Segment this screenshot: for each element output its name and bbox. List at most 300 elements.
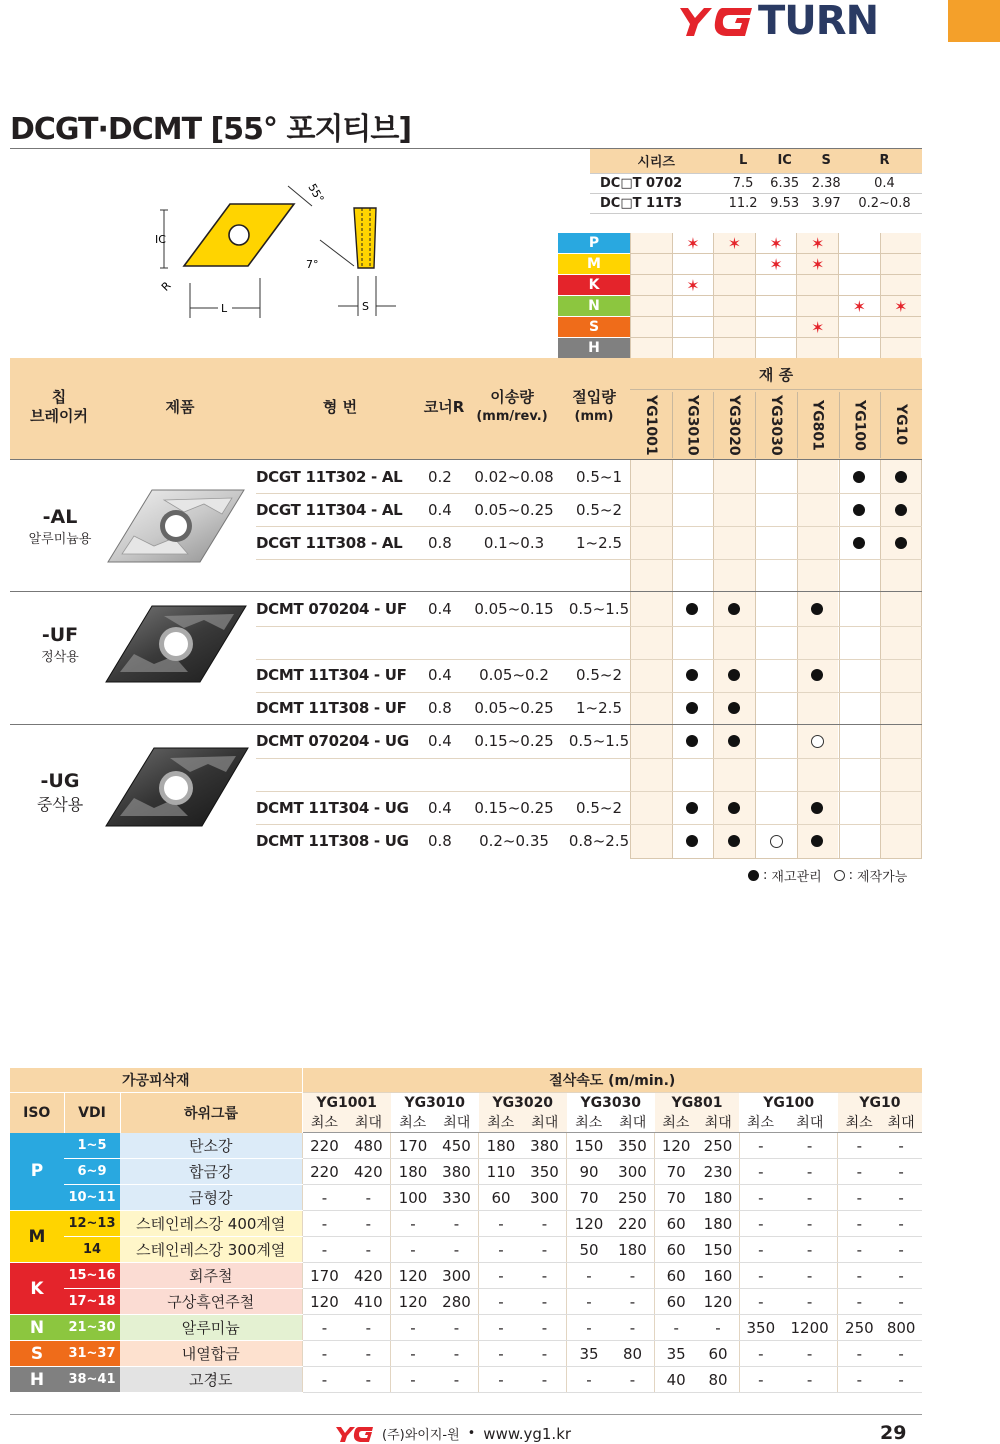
speed-value: - bbox=[782, 1159, 838, 1185]
speed-value: 350 bbox=[523, 1159, 567, 1185]
product-feed: 0.05~0.25 bbox=[474, 699, 554, 718]
speed-value: - bbox=[479, 1341, 523, 1367]
speed-vdi: 6~9 bbox=[64, 1159, 120, 1185]
material-cell bbox=[880, 317, 922, 338]
speed-value: - bbox=[739, 1263, 781, 1289]
speed-value: 120 bbox=[302, 1289, 346, 1315]
product-code: DCMT 11T304 - UF bbox=[256, 666, 407, 685]
material-cell bbox=[838, 338, 880, 359]
stock-dot-icon bbox=[728, 669, 740, 681]
speed-subgroup: 스테인레스강 400계열 bbox=[120, 1211, 302, 1237]
speed-value: 1200 bbox=[782, 1315, 838, 1341]
material-cell bbox=[713, 296, 755, 317]
speed-value: - bbox=[880, 1237, 922, 1263]
header-grade-title: 재 종 bbox=[630, 362, 922, 390]
speed-value: - bbox=[479, 1211, 523, 1237]
material-cell bbox=[672, 275, 714, 296]
speed-value: - bbox=[435, 1315, 479, 1341]
speed-value: - bbox=[739, 1289, 781, 1315]
product-feed: 0.15~0.25 bbox=[474, 732, 554, 751]
product-depth: 0.5~1 bbox=[576, 467, 622, 486]
speed-value: - bbox=[782, 1237, 838, 1263]
speed-value: 480 bbox=[346, 1133, 390, 1159]
stock-dot-icon bbox=[811, 802, 823, 814]
spec-header: IC bbox=[764, 149, 806, 173]
spec-cell: 0.2~0.8 bbox=[847, 193, 922, 213]
material-cell bbox=[880, 233, 922, 254]
speed-grade-header: YG3020 bbox=[479, 1092, 567, 1112]
product-feed: 0.15~0.25 bbox=[474, 798, 554, 817]
material-cell bbox=[713, 338, 755, 359]
speed-vdi: 12~13 bbox=[64, 1211, 120, 1237]
material-cell bbox=[796, 338, 838, 359]
speed-value: 380 bbox=[523, 1133, 567, 1159]
speed-value: - bbox=[739, 1185, 781, 1211]
speed-value: - bbox=[391, 1367, 435, 1393]
material-cell bbox=[672, 233, 714, 254]
product-code: DCGT 11T304 - AL bbox=[256, 500, 403, 519]
speed-value: 250 bbox=[697, 1133, 739, 1159]
spec-header: 시리즈 bbox=[590, 149, 722, 173]
material-cell bbox=[755, 275, 797, 296]
material-cell bbox=[838, 317, 880, 338]
material-cell bbox=[630, 338, 672, 359]
made-ring-icon bbox=[770, 835, 783, 848]
recommended-star-icon: ✶ bbox=[686, 233, 700, 253]
speed-value: 70 bbox=[655, 1185, 697, 1211]
page-number: 29 bbox=[880, 1422, 907, 1444]
material-cell bbox=[880, 275, 922, 296]
product-code: DCGT 11T302 - AL bbox=[256, 467, 403, 486]
speed-value: 180 bbox=[479, 1133, 523, 1159]
speed-value: - bbox=[391, 1211, 435, 1237]
grade-header: YG3030 bbox=[767, 394, 784, 456]
speed-value: - bbox=[346, 1185, 390, 1211]
speed-vdi: 21~30 bbox=[64, 1315, 120, 1341]
speed-value: 60 bbox=[655, 1237, 697, 1263]
speed-value: 800 bbox=[880, 1315, 922, 1341]
spec-cell: 6.35 bbox=[764, 173, 806, 193]
speed-vdi: 10~11 bbox=[64, 1185, 120, 1211]
speed-value: - bbox=[479, 1237, 523, 1263]
speed-subgroup: 내열합금 bbox=[120, 1341, 302, 1367]
speed-value: - bbox=[567, 1263, 611, 1289]
grade-header-divider bbox=[797, 392, 798, 458]
recommended-star-icon: ✶ bbox=[769, 233, 783, 253]
product-code: DCMT 11T308 - UG bbox=[256, 831, 409, 850]
breaker-al: -AL 알루미늄용 bbox=[28, 506, 92, 547]
product-corner: 0.4 bbox=[428, 500, 452, 519]
material-grid bbox=[558, 233, 921, 359]
speed-value: - bbox=[523, 1289, 567, 1315]
speed-min-header: 최소 bbox=[655, 1112, 697, 1133]
speed-iso: M bbox=[10, 1211, 64, 1263]
legend: : 재고관리 : 제작가능 bbox=[748, 866, 907, 885]
spec-cell: 7.5 bbox=[722, 173, 764, 193]
recommended-star-icon: ✶ bbox=[894, 296, 908, 316]
grade-header-divider bbox=[880, 392, 881, 458]
stock-dot-icon bbox=[853, 537, 865, 549]
speed-value: - bbox=[880, 1185, 922, 1211]
product-depth: 0.5~2 bbox=[576, 798, 622, 817]
speed-value: 60 bbox=[479, 1185, 523, 1211]
material-row bbox=[558, 296, 921, 317]
stock-dot-icon bbox=[811, 835, 823, 847]
speed-iso: S bbox=[10, 1341, 64, 1367]
speed-value: - bbox=[611, 1289, 655, 1315]
speed-value: - bbox=[838, 1185, 880, 1211]
material-cell bbox=[880, 254, 922, 275]
grade-header-divider bbox=[713, 392, 714, 458]
speed-value: - bbox=[523, 1211, 567, 1237]
product-code: DCMT 11T308 - UF bbox=[256, 699, 407, 718]
speed-subgroup: 고경도 bbox=[120, 1367, 302, 1393]
footer-bullet: • bbox=[467, 1426, 476, 1441]
product-depth: 0.5~2 bbox=[576, 666, 622, 685]
diagram-s: S bbox=[362, 300, 369, 313]
speed-value: - bbox=[567, 1289, 611, 1315]
speed-subgroup: 합금강 bbox=[120, 1159, 302, 1185]
speed-value: 300 bbox=[611, 1159, 655, 1185]
speed-max-header: 최대 bbox=[697, 1112, 739, 1133]
material-cell bbox=[796, 254, 838, 275]
speed-subgroup: 탄소강 bbox=[120, 1133, 302, 1159]
header-feed: 이송량 (mm/rev.) bbox=[476, 388, 548, 424]
product-feed: 0.05~0.15 bbox=[474, 599, 554, 618]
product-corner: 0.4 bbox=[428, 599, 452, 618]
spec-header: S bbox=[805, 149, 847, 173]
speed-grade-header: YG3030 bbox=[567, 1092, 655, 1112]
insert-photo-ug bbox=[104, 744, 250, 830]
legend-stock: 재고관리 bbox=[771, 870, 822, 885]
speed-value: - bbox=[567, 1367, 611, 1393]
product-code: DCMT 070204 - UF bbox=[256, 599, 407, 618]
speed-material-header: 가공피삭재 bbox=[10, 1068, 302, 1092]
spec-table bbox=[590, 149, 922, 214]
material-row bbox=[558, 338, 921, 359]
breaker-uf: -UF 정삭용 bbox=[41, 624, 79, 665]
product-depth: 1~2.5 bbox=[576, 533, 622, 552]
speed-row bbox=[10, 1185, 922, 1211]
material-row bbox=[558, 233, 921, 254]
speed-value: - bbox=[838, 1237, 880, 1263]
speed-row bbox=[10, 1367, 922, 1393]
spec-cell: DC□T 0702 bbox=[590, 173, 722, 193]
speed-value: - bbox=[567, 1315, 611, 1341]
material-label: P bbox=[558, 233, 630, 254]
product-code: DCMT 11T304 - UG bbox=[256, 798, 409, 817]
speed-min-header: 최소 bbox=[567, 1112, 611, 1133]
speed-value: - bbox=[739, 1133, 781, 1159]
speed-grade-header: YG801 bbox=[655, 1092, 740, 1112]
speed-value: 35 bbox=[567, 1341, 611, 1367]
speed-value: - bbox=[880, 1159, 922, 1185]
speed-subgroup: 스테인레스강 300계열 bbox=[120, 1237, 302, 1263]
material-cell bbox=[755, 233, 797, 254]
spec-cell: 9.53 bbox=[764, 193, 806, 213]
stock-dot-icon bbox=[895, 471, 907, 483]
speed-value: - bbox=[838, 1367, 880, 1393]
product-corner: 0.4 bbox=[428, 798, 452, 817]
stock-dot-icon bbox=[686, 603, 698, 615]
speed-max-header: 최대 bbox=[346, 1112, 390, 1133]
footer-company-name: (주)와이지-원 bbox=[382, 1428, 460, 1443]
material-label: S bbox=[558, 317, 630, 338]
speed-value: 350 bbox=[611, 1133, 655, 1159]
speed-value: 420 bbox=[346, 1159, 390, 1185]
speed-value: 350 bbox=[739, 1315, 781, 1341]
speed-value: - bbox=[523, 1263, 567, 1289]
speed-value: 230 bbox=[697, 1159, 739, 1185]
brand-logo bbox=[680, 0, 879, 44]
product-corner: 0.4 bbox=[428, 732, 452, 751]
speed-iso: P bbox=[10, 1133, 64, 1211]
spec-row bbox=[590, 173, 922, 193]
product-feed: 0.1~0.3 bbox=[483, 533, 545, 552]
speed-col-header: 하위그룹 bbox=[120, 1092, 302, 1133]
speed-value: 250 bbox=[611, 1185, 655, 1211]
speed-value: - bbox=[739, 1211, 781, 1237]
material-cell bbox=[880, 338, 922, 359]
speed-grade-header: YG10 bbox=[838, 1092, 922, 1112]
grade-header-divider bbox=[755, 392, 756, 458]
speed-value: 120 bbox=[567, 1211, 611, 1237]
speed-grade-header: YG100 bbox=[739, 1092, 838, 1112]
speed-row bbox=[10, 1289, 922, 1315]
speed-value: - bbox=[391, 1341, 435, 1367]
speed-row bbox=[10, 1133, 922, 1159]
speed-value: 100 bbox=[391, 1185, 435, 1211]
stock-dot-icon bbox=[748, 870, 759, 881]
speed-value: - bbox=[346, 1211, 390, 1237]
material-cell bbox=[838, 275, 880, 296]
footer-url[interactable]: www.yg1.kr bbox=[483, 1424, 572, 1443]
speed-value: - bbox=[435, 1211, 479, 1237]
diagram-angle: 55° bbox=[305, 181, 327, 205]
speed-value: 180 bbox=[391, 1159, 435, 1185]
speed-value: - bbox=[302, 1367, 346, 1393]
header-model: 형 번 bbox=[322, 398, 358, 416]
speed-value: 250 bbox=[838, 1315, 880, 1341]
product-corner: 0.4 bbox=[428, 666, 452, 685]
speed-value: 60 bbox=[655, 1289, 697, 1315]
speed-value: 300 bbox=[435, 1263, 479, 1289]
speed-value: 160 bbox=[697, 1263, 739, 1289]
material-cell bbox=[796, 233, 838, 254]
made-ring-icon bbox=[834, 870, 845, 881]
speed-iso: H bbox=[10, 1367, 64, 1393]
stock-dot-icon bbox=[728, 702, 740, 714]
breaker-ug: -UG 중삭용 bbox=[36, 770, 84, 814]
speed-value: 80 bbox=[697, 1367, 739, 1393]
speed-value: 120 bbox=[391, 1289, 435, 1315]
diagram-ic: IC bbox=[155, 233, 166, 246]
page-title: DCGT·DCMT [55° 포지티브] bbox=[10, 112, 412, 147]
insert-dimension-diagram bbox=[140, 168, 410, 318]
grade-header: YG3010 bbox=[684, 394, 701, 456]
speed-value: - bbox=[782, 1341, 838, 1367]
speed-value: - bbox=[880, 1263, 922, 1289]
speed-col-header: ISO bbox=[10, 1092, 64, 1133]
speed-value: 70 bbox=[567, 1185, 611, 1211]
speed-value: - bbox=[880, 1133, 922, 1159]
grade-header-divider bbox=[839, 392, 840, 458]
speed-value: - bbox=[391, 1315, 435, 1341]
yg-logo-icon bbox=[680, 4, 756, 38]
insert-photo-al bbox=[104, 484, 248, 568]
material-cell bbox=[630, 233, 672, 254]
speed-value: - bbox=[782, 1185, 838, 1211]
material-cell bbox=[630, 275, 672, 296]
speed-value: - bbox=[880, 1367, 922, 1393]
product-feed: 0.2~0.35 bbox=[479, 831, 549, 850]
material-cell bbox=[630, 254, 672, 275]
material-cell bbox=[713, 275, 755, 296]
speed-subgroup: 알루미늄 bbox=[120, 1315, 302, 1341]
speed-value: 450 bbox=[435, 1133, 479, 1159]
orange-tab bbox=[948, 0, 1000, 42]
speed-value: - bbox=[739, 1159, 781, 1185]
material-cell bbox=[630, 296, 672, 317]
speed-value: - bbox=[880, 1211, 922, 1237]
speed-min-header: 최소 bbox=[391, 1112, 435, 1133]
grade-header-divider bbox=[672, 392, 673, 458]
material-cell bbox=[796, 317, 838, 338]
material-cell bbox=[755, 254, 797, 275]
recommended-star-icon: ✶ bbox=[769, 254, 783, 274]
product-feed: 0.05~0.25 bbox=[474, 500, 554, 519]
speed-value: 70 bbox=[655, 1159, 697, 1185]
speed-table bbox=[10, 1068, 922, 1393]
speed-value: - bbox=[435, 1341, 479, 1367]
speed-value: 300 bbox=[523, 1185, 567, 1211]
stock-dot-icon bbox=[895, 537, 907, 549]
speed-value: - bbox=[302, 1237, 346, 1263]
speed-row bbox=[10, 1211, 922, 1237]
speed-value: 90 bbox=[567, 1159, 611, 1185]
speed-value: 170 bbox=[302, 1263, 346, 1289]
material-cell bbox=[713, 317, 755, 338]
speed-value: 180 bbox=[697, 1185, 739, 1211]
speed-value: - bbox=[435, 1237, 479, 1263]
speed-value: 120 bbox=[391, 1263, 435, 1289]
diagram-r: R bbox=[158, 279, 174, 294]
speed-value: - bbox=[302, 1341, 346, 1367]
speed-max-header: 최대 bbox=[523, 1112, 567, 1133]
speed-vdi: 38~41 bbox=[64, 1367, 120, 1393]
speed-vdi: 31~37 bbox=[64, 1341, 120, 1367]
speed-vdi: 15~16 bbox=[64, 1263, 120, 1289]
material-cell bbox=[713, 233, 755, 254]
speed-value: 330 bbox=[435, 1185, 479, 1211]
grid-bottom bbox=[630, 858, 922, 859]
speed-max-header: 최대 bbox=[782, 1112, 838, 1133]
product-row bbox=[256, 626, 922, 659]
speed-value: 410 bbox=[346, 1289, 390, 1315]
speed-value: - bbox=[479, 1263, 523, 1289]
speed-value: 35 bbox=[655, 1341, 697, 1367]
footer-company bbox=[336, 1424, 571, 1443]
speed-value: - bbox=[782, 1263, 838, 1289]
stock-dot-icon bbox=[728, 802, 740, 814]
material-label: H bbox=[558, 338, 630, 359]
speed-vdi: 14 bbox=[64, 1237, 120, 1263]
product-corner: 0.2 bbox=[428, 467, 452, 486]
speed-value: 220 bbox=[302, 1159, 346, 1185]
speed-value: 180 bbox=[611, 1237, 655, 1263]
speed-row bbox=[10, 1341, 922, 1367]
product-corner: 0.8 bbox=[428, 699, 452, 718]
stock-dot-icon bbox=[853, 471, 865, 483]
recommended-star-icon: ✶ bbox=[810, 317, 825, 337]
stock-dot-icon bbox=[728, 603, 740, 615]
material-cell bbox=[672, 296, 714, 317]
material-cell bbox=[838, 254, 880, 275]
speed-row bbox=[10, 1159, 922, 1185]
speed-value: - bbox=[523, 1367, 567, 1393]
recommended-star-icon: ✶ bbox=[810, 233, 825, 253]
product-depth: 0.5~1.5 bbox=[568, 599, 630, 618]
speed-value: 420 bbox=[346, 1263, 390, 1289]
stock-dot-icon bbox=[728, 835, 740, 847]
speed-value: 110 bbox=[479, 1159, 523, 1185]
speed-value: - bbox=[391, 1237, 435, 1263]
speed-value: - bbox=[346, 1341, 390, 1367]
speed-value: 50 bbox=[567, 1237, 611, 1263]
product-depth: 0.5~1.5 bbox=[568, 732, 630, 751]
speed-value: - bbox=[479, 1367, 523, 1393]
legend-made: 제작가능 bbox=[857, 870, 908, 885]
material-cell bbox=[630, 317, 672, 338]
recommended-star-icon: ✶ bbox=[852, 296, 866, 316]
speed-value: - bbox=[782, 1133, 838, 1159]
speed-value: - bbox=[523, 1341, 567, 1367]
speed-vdi: 17~18 bbox=[64, 1289, 120, 1315]
speed-row bbox=[10, 1237, 922, 1263]
speed-value: 80 bbox=[611, 1341, 655, 1367]
material-cell bbox=[672, 317, 714, 338]
material-label: K bbox=[558, 275, 630, 296]
speed-value: - bbox=[782, 1211, 838, 1237]
product-feed: 0.02~0.08 bbox=[474, 467, 554, 486]
product-row bbox=[256, 526, 922, 559]
speed-value: - bbox=[739, 1367, 781, 1393]
material-cell bbox=[755, 317, 797, 338]
product-row bbox=[256, 692, 922, 725]
grade-header: YG1001 bbox=[642, 394, 659, 456]
grade-header: YG10 bbox=[892, 404, 909, 446]
speed-value: - bbox=[838, 1133, 880, 1159]
material-cell bbox=[713, 254, 755, 275]
diagram-relief: 7° bbox=[306, 258, 319, 271]
material-row bbox=[558, 317, 921, 338]
speed-min-header: 최소 bbox=[302, 1112, 346, 1133]
spec-header: R bbox=[847, 149, 922, 173]
speed-value: 220 bbox=[611, 1211, 655, 1237]
speed-subgroup: 회주철 bbox=[120, 1263, 302, 1289]
speed-value: - bbox=[479, 1315, 523, 1341]
speed-value: - bbox=[346, 1367, 390, 1393]
product-row bbox=[256, 559, 922, 592]
product-code: DCMT 070204 - UG bbox=[256, 732, 409, 751]
speed-vdi: 1~5 bbox=[64, 1133, 120, 1159]
speed-value: 40 bbox=[655, 1367, 697, 1393]
speed-value: - bbox=[523, 1315, 567, 1341]
material-cell bbox=[838, 296, 880, 317]
speed-value: - bbox=[838, 1211, 880, 1237]
speed-min-header: 최소 bbox=[739, 1112, 781, 1133]
speed-value: - bbox=[697, 1315, 739, 1341]
